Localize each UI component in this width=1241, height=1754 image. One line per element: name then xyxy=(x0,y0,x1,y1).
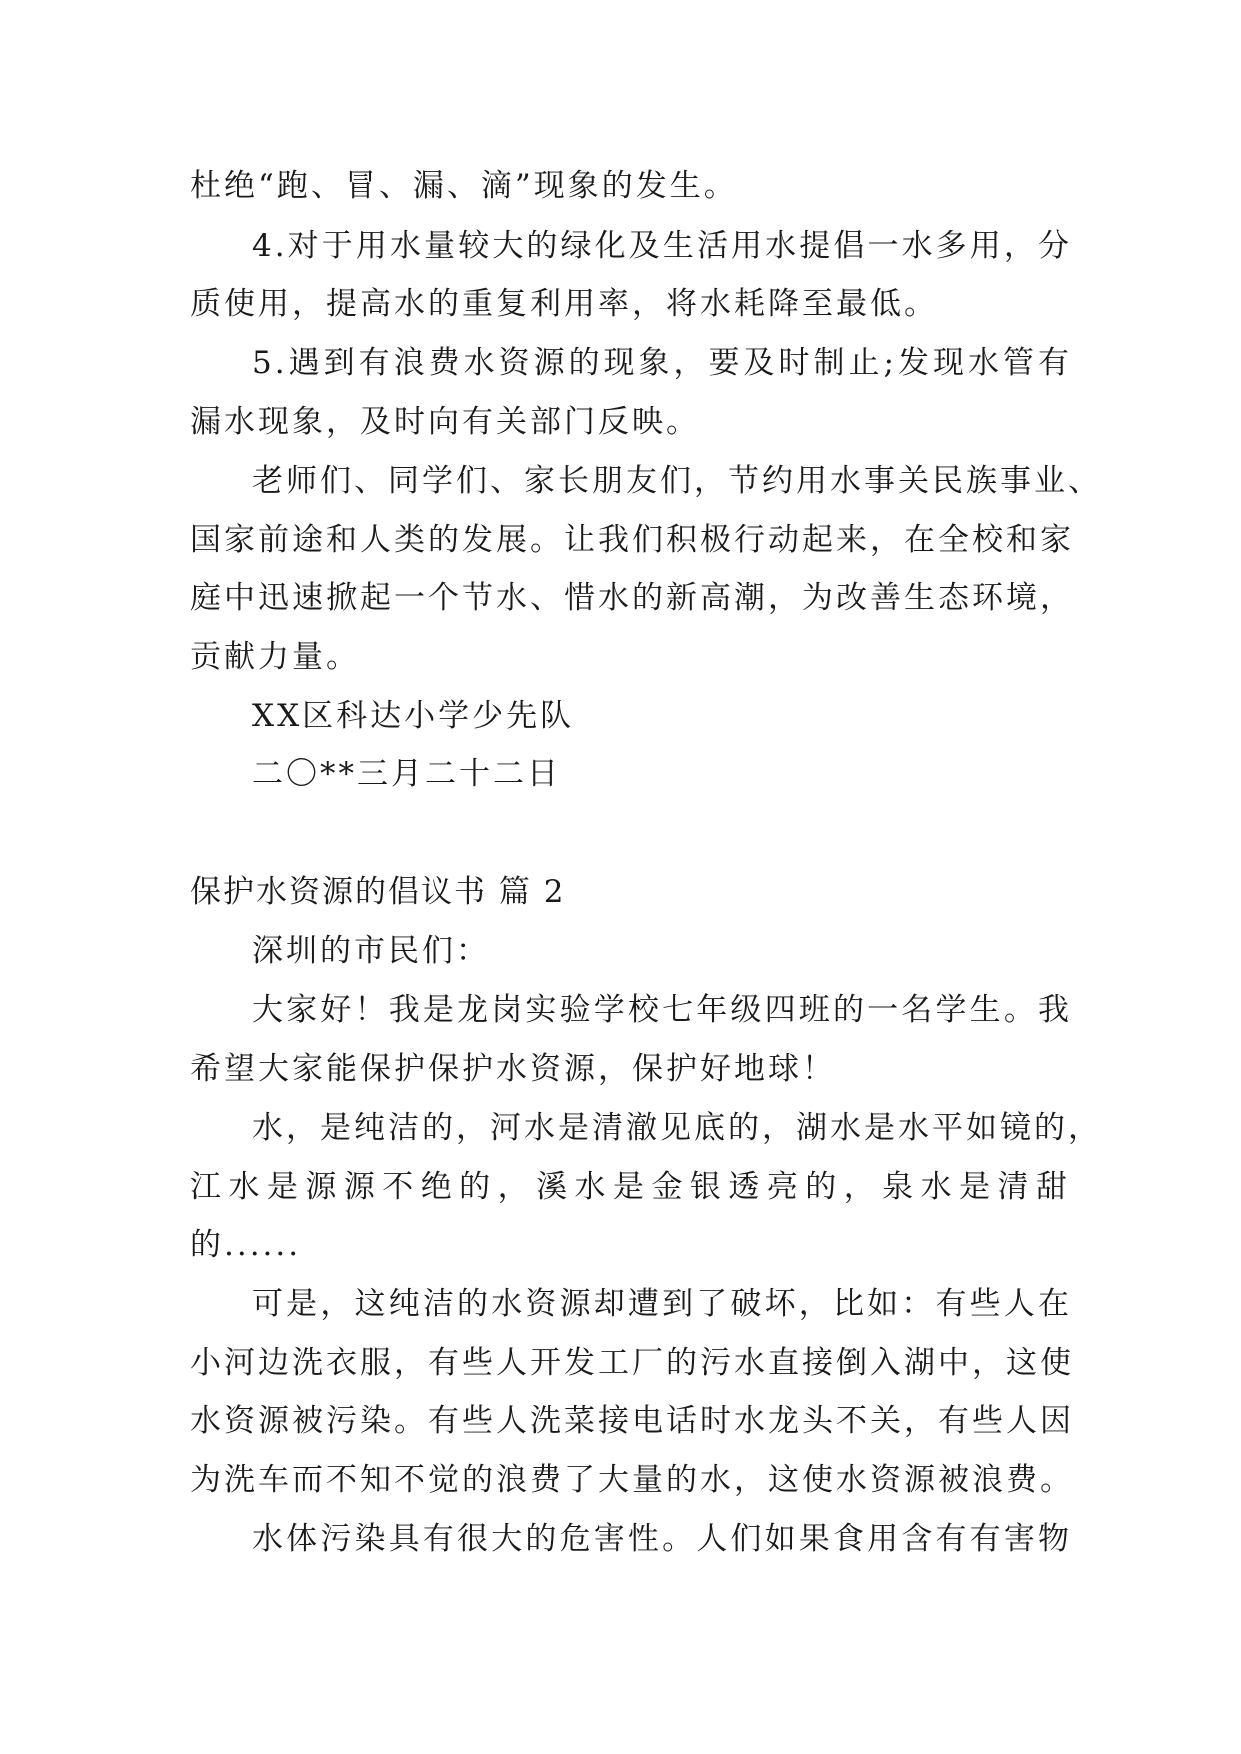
paragraph-line: 质使用，提高水的重复利用率，将水耗降至最低。 xyxy=(190,286,938,322)
paragraph-line: 庭中迅速掀起一个节水、惜水的新高潮，为改善生态环境， xyxy=(190,580,1074,616)
paragraph-line: 4.对于用水量较大的绿化及生活用水提倡一水多用，分 xyxy=(252,228,1072,264)
paragraph-line: 可是，这纯洁的水资源却遭到了破坏，比如：有些人在 xyxy=(252,1286,1072,1322)
paragraph-line: 的...... xyxy=(190,1227,302,1263)
paragraph-line: 为洗车而不知不觉的浪费了大量的水，这使水资源被浪费。 xyxy=(190,1462,1074,1498)
section-title: 保护水资源的倡议书 篇 2 xyxy=(190,874,566,910)
signature-org: XX区科达小学少先队 xyxy=(252,698,575,734)
paragraph-line: 水，是纯洁的，河水是清澈见底的，湖水是水平如镜的， xyxy=(252,1110,1102,1146)
signature-date: 二〇**三月二十二日 xyxy=(252,756,561,792)
paragraph-line: 希望大家能保护保护水资源，保护好地球！ xyxy=(190,1051,836,1087)
paragraph-line: 老师们、同学们、家长朋友们，节约用水事关民族事业、 xyxy=(252,463,1102,499)
paragraph-line: 水体污染具有很大的危害性。人们如果食用含有有害物 xyxy=(252,1521,1072,1557)
paragraph-line: 小河边洗衣服，有些人开发工厂的污水直接倒入湖中，这使 xyxy=(190,1345,1074,1381)
paragraph-line: 贡献力量。 xyxy=(190,639,360,675)
paragraph-line: 大家好！我是龙岗实验学校七年级四班的一名学生。我 xyxy=(252,992,1072,1028)
salutation: 深圳的市民们： xyxy=(252,933,490,969)
paragraph-line: 国家前途和人类的发展。让我们积极行动起来，在全校和家 xyxy=(190,522,1074,558)
paragraph-line: 5.遇到有浪费水资源的现象，要及时制止;发现水管有 xyxy=(252,345,1072,381)
paragraph-line: 杜绝“跑、冒、漏、滴”现象的发生。 xyxy=(190,168,738,204)
paragraph-line: 江水是源源不绝的，溪水是金银透亮的，泉水是清甜 xyxy=(190,1169,1070,1205)
paragraph-line: 漏水现象，及时向有关部门反映。 xyxy=(190,404,700,440)
paragraph-line: 水资源被污染。有些人洗菜接电话时水龙头不关，有些人因 xyxy=(190,1403,1074,1439)
